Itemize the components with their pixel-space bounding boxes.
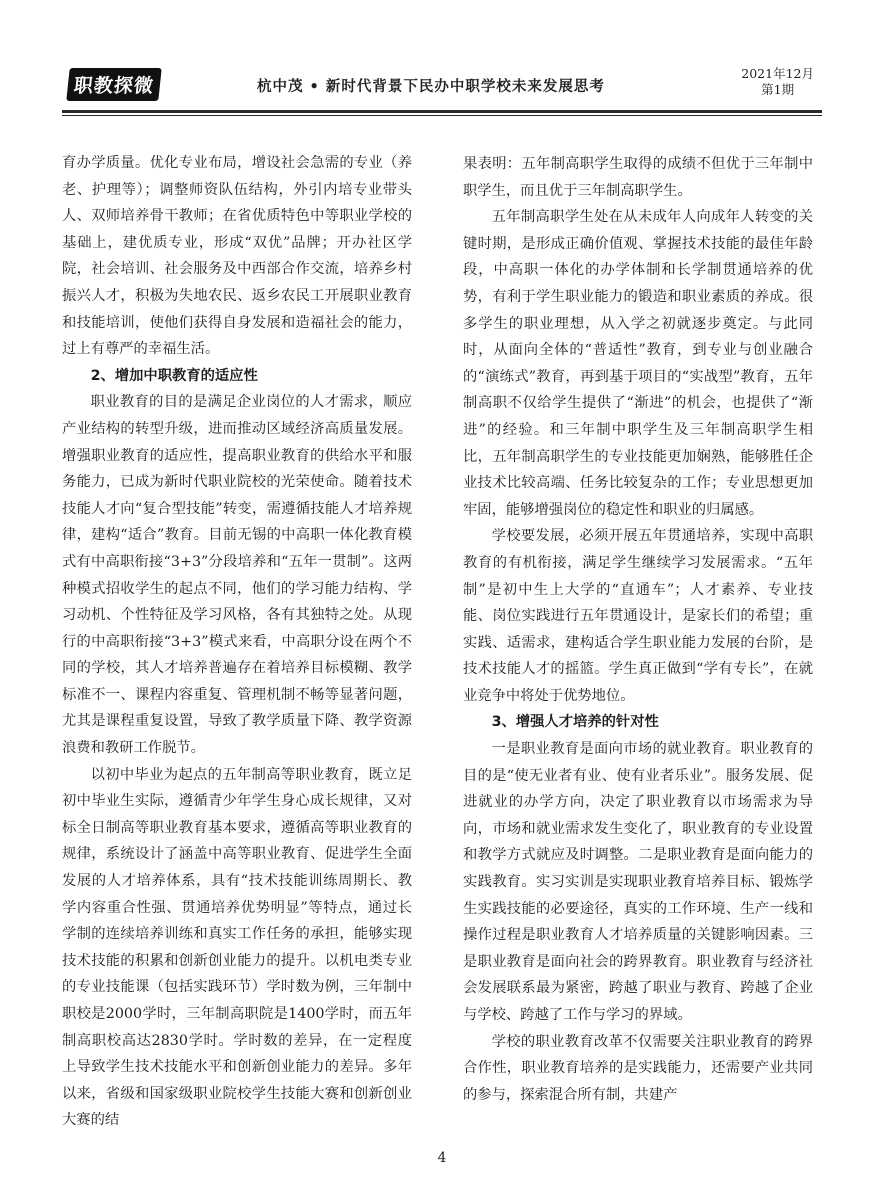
- page-header: [62, 60, 822, 110]
- section-heading: 3、增强人才培养的针对性: [491, 714, 659, 731]
- body-paragraph: 果表明：五年制高职学生取得的成绩不但优于三年制中职学生，而且优于三年制高职学生。: [463, 156, 813, 199]
- right-column: [463, 151, 813, 1108]
- journal-logo: [64, 64, 164, 104]
- body-paragraph: 育办学质量。优化专业布局，增设社会急需的专业（养老、护理等）；调整师资队伍结构，外引内培专业带头人、双师培养骨干教师；在省优质特色中等职业学校的基础上，建优质专业，形成“双优”品牌；开办社区学院，社会培训、社会服务及中西部合作交流，培养乡村振兴人才，积极为失地农民、返乡农民工开展职业教育和技能培训，使他们获得自身发展和造福社会的能力，过上有尊严的幸福生活。: [62, 155, 412, 358]
- body-paragraph: 以初中毕业为起点的五年制高等职业教育，既立足初中毕业生实际，遵循青少年学生身心成长规律，又对标全日制高等职业教育基本要求，遵循高等职业教育的规律，系统设计了涵盖中高等职业教育、促进学生全面发展的人才培养体系，具有“技术技能训练周期长、教学内容重合性强、贯通培养优势明显”等特点，通过长学制的连续培养训练和真实工作任务的承担，能够实现技术技能的积累和创新创业能力的提升。以机电类专业的专业技能课（包括实践环节）学时数为例，三年制中职校是2000学时，三年制高职院是1400学时，而五年制高职校高达2830学时。学时数的差异，在一定程度上导致学生技术技能水平和创新创业能力的差异。多年以来，省级和国家级职业院校学生技能大赛和创新创业大赛的结: [62, 766, 412, 1129]
- left-column: [62, 150, 412, 1134]
- page-number: 4: [437, 1150, 447, 1166]
- body-paragraph: 五年制高职学生处在从未成年人向成年人转变的关键时期，是形成正确价值观、掌握技术技能的最佳年龄段，中高职一体化的办学体制和长学制贯通培养的优势，有利于学生职业能力的锻造和职业素质的养成。很多学生的职业理想，从入学之初就逐步奠定。与此同时，从面向全体的“普适性”教育，到专业与创业融合的“演练式”教育，再到基于项目的“实战型”教育，五年制高职不仅给学生提供了“渐进”的机会，也提供了“渐进”的经验。和三年制中职学生及三年制高职学生相比，五年制高职学生的专业技能更加娴熟，能够胜任企业技术比较高端、任务比较复杂的工作；专业思想更加牢固，能够增强岗位的稳定性和职业的归属感。: [463, 209, 813, 518]
- column-logo-text: 职教探微: [66, 68, 161, 101]
- section-heading: 2、增加中职教育的适应性: [90, 367, 258, 384]
- running-title: 杭中茂 • 新时代背景下民办中职学校未来发展思考: [257, 78, 605, 95]
- header-rule: [62, 110, 822, 113]
- body-paragraph: 学校的职业教育改革不仅需要关注职业教育的跨界合作性，职业教育培养的是实践能力，还需要产业共同的参与，探索混合所有制，共建产: [463, 1033, 813, 1103]
- body-paragraph: 学校要发展，必须开展五年贯通培养，实现中高职教育的有机衔接，满足学生继续学习发展需求。“五年制”是初中生上大学的“直通车”；人才素养、专业技能、岗位实践进行五年贯通设计，是家长们的希望；重实践、适需求，建构适合学生职业能力发展的台阶，是技术技能人才的摇篮。学生真正做到“学有专长”，在就业竞争中将处于优势地位。: [463, 528, 813, 704]
- body-paragraph: 一是职业教育是面向市场的就业教育。职业教育的目的是“使无业者有业、使有业者乐业”。服务发展、促进就业的办学方向，决定了职业教育以市场需求为导向，市场和就业需求发生变化了，职业教育的专业设置和教学方式就应及时调整。二是职业教育是面向能力的实践教育。实习实训是实现职业教育培养目标、锻炼学生实践技能的必要途径，真实的工作环境、生产一线和操作过程是职业教育人才培养质量的关键影响因素。三是职业教育是面向社会的跨界教育。职业教育与经济社会发展联系最为紧密，跨越了职业与教育、跨越了企业与学校、跨越了工作与学习的界域。: [463, 741, 813, 1023]
- body-paragraph: 职业教育的目的是满足企业岗位的人才需求，顺应产业结构的转型升级，进而推动区域经济高质量发展。增强职业教育的适应性，提高职业教育的供给水平和服务能力，已成为新时代职业院校的光荣使命。随着技术技能人才向“复合型技能”转变，需遵循技能人才培养规律，建构“适合”教育。目前无锡的中高职一体化教育模式有中高职衔接“3+3”分段培养和“五年一贯制”。这两种模式招收学生的起点不同，他们的学习能力结构、学习动机、个性特征及学习风格，各有其独特之处。从现行的中高职衔接“3+3”模式来看，中高职分设在两个不同的学校，其人才培养普遍存在着培养目标模糊、教学标准不一、课程内容重复、管理机制不畅等显著问题，尤其是课程重复设置，导致了教学质量下降、教学资源浪费和教研工作脱节。: [62, 394, 412, 757]
- header-rule-thin: [62, 115, 822, 116]
- issue-number: 第1期: [761, 82, 795, 97]
- issue-info: [741, 66, 814, 98]
- issue-date: 2021年12月: [741, 66, 814, 81]
